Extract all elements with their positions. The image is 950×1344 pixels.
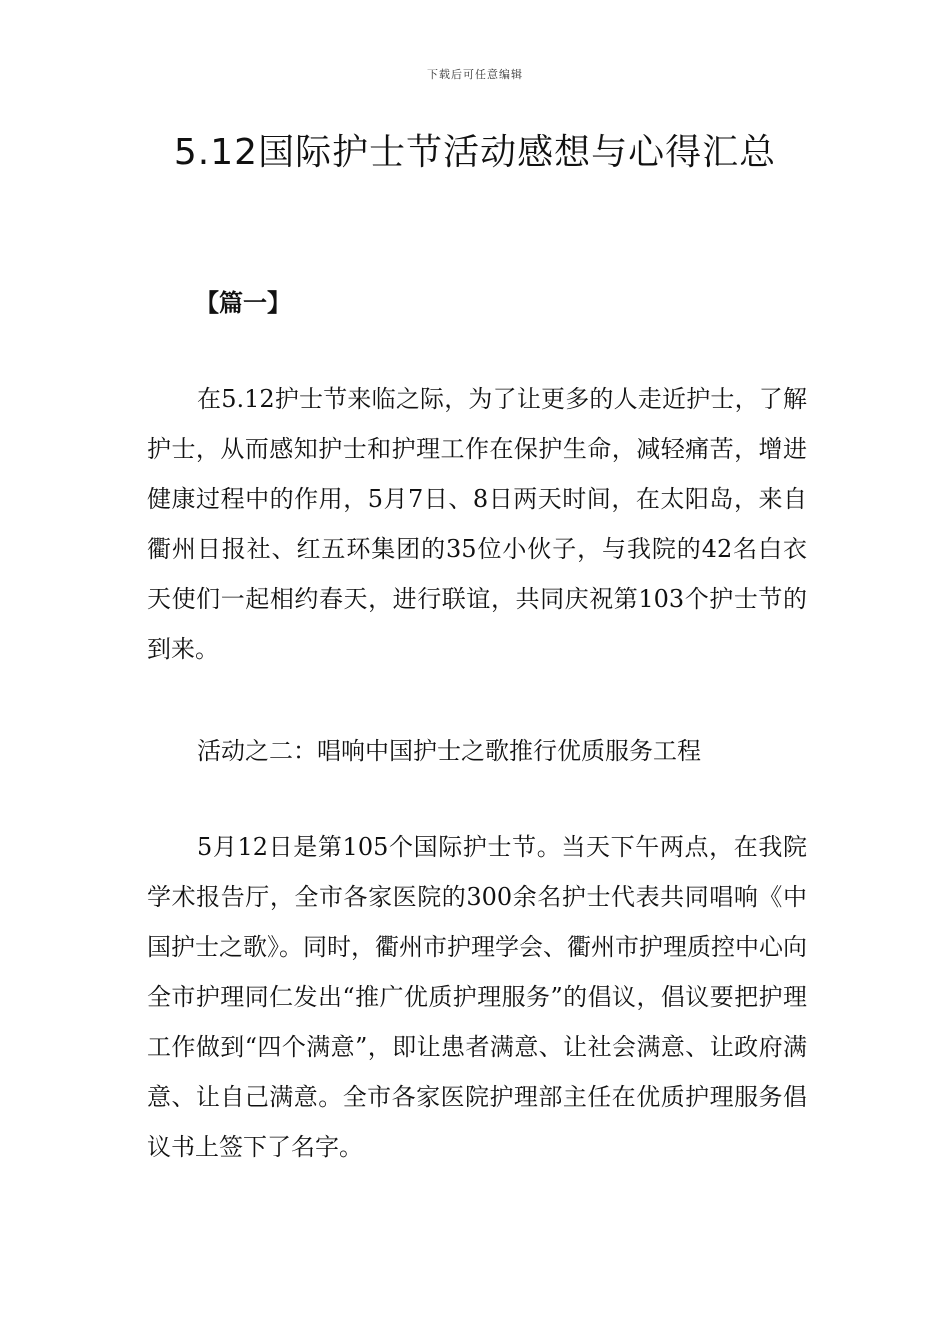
section-heading: 【篇一】 xyxy=(195,288,291,317)
document-title: 5.12国际护士节活动感想与心得汇总 xyxy=(173,132,777,173)
header-note: 下载后可任意编辑 xyxy=(427,68,523,81)
activity-subheading: 活动之二：唱响中国护士之歌推行优质服务工程 xyxy=(197,737,701,765)
paragraph-1: 在5.12护士节来临之际，为了让更多的人走近护士，了解护士，从而感知护士和护理工作在保护生命，减轻痛苦，增进健康过程中的作用，5月7日、8日两天时间，在太阳岛，来自衢州日报社、红五环集团的35位小伙子，与我院的42名白衣天使们一起相约春天，进行联谊，共同庆祝第103个护士节的到来。 xyxy=(147,385,807,663)
paragraph-2: 5月12日是第105个国际护士节。当天下午两点，在我院学术报告厅，全市各家医院的300余名护士代表共同唱响《中国护士之歌》。同时，衢州市护理学会、衢州市护理质控中心向全市护理同仁发出“推广优质护理服务”的倡议，倡议要把护理工作做到“四个满意”，即让患者满意、让社会满意、让政府满意、让自己满意。全市各家医院护理部主任在优质护理服务倡议书上签下了名字。 xyxy=(147,833,807,1161)
